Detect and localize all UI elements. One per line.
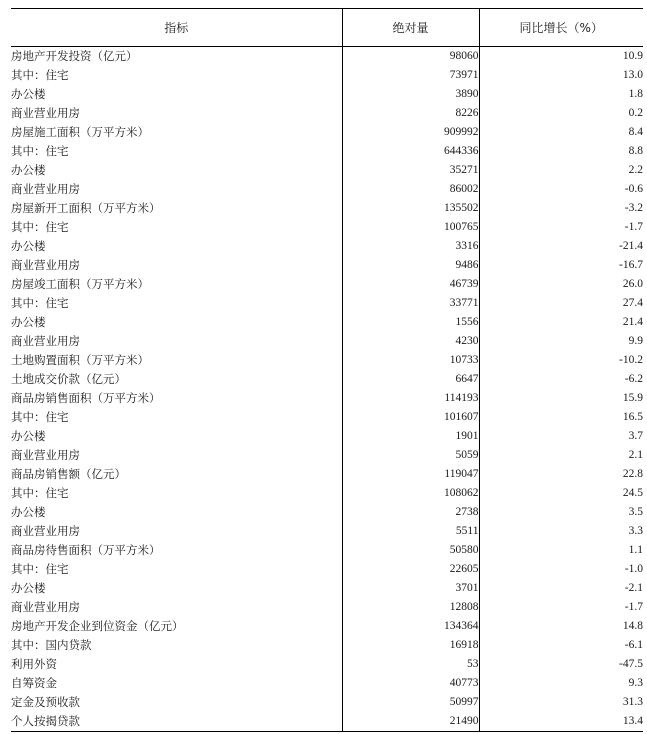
row-indicator-label: 办公楼 [11,505,46,519]
table-row [11,484,643,503]
row-indicator-label: 房屋竣工面积（万平方米） [11,277,149,291]
row-indicator-label: 办公楼 [11,239,46,253]
row-absolute-value: 5059 [342,446,479,465]
row-indicator-label: 商业营业用房 [11,182,80,196]
row-yoy-growth: -3.2 [479,199,643,218]
row-absolute-value: 21490 [342,712,479,732]
row-absolute-value: 10733 [342,351,479,370]
row-indicator-label: 商业营业用房 [11,334,80,348]
row-indicator-label: 其中：住宅 [11,486,69,500]
row-yoy-growth: -10.2 [479,351,643,370]
row-absolute-value: 3316 [342,237,479,256]
table-row [11,85,643,104]
row-absolute-value: 644336 [342,142,479,161]
row-yoy-growth: 13.4 [479,712,643,732]
row-absolute-value: 3890 [342,85,479,104]
row-absolute-value: 4230 [342,332,479,351]
row-absolute-value: 46739 [342,275,479,294]
row-yoy-growth: 10.9 [479,47,643,67]
row-indicator-label: 其中：国内贷款 [11,638,92,652]
row-indicator-label: 其中：住宅 [11,68,69,82]
table-row [11,560,643,579]
row-yoy-growth: 14.8 [479,617,643,636]
table-row [11,104,643,123]
table-row [11,294,643,313]
row-yoy-growth: -6.2 [479,370,643,389]
header-row [11,9,643,47]
row-absolute-value: 2738 [342,503,479,522]
row-indicator-label: 办公楼 [11,581,46,595]
row-indicator-label: 土地购置面积（万平方米） [11,353,149,367]
row-indicator-label: 房屋新开工面积（万平方米） [11,201,161,215]
row-indicator-label: 商业营业用房 [11,600,80,614]
table-row [11,256,643,275]
row-absolute-value: 35271 [342,161,479,180]
table-header [11,9,643,47]
row-absolute-value: 16918 [342,636,479,655]
row-yoy-growth: 26.0 [479,275,643,294]
row-yoy-growth: 9.3 [479,674,643,693]
row-yoy-growth: 13.0 [479,66,643,85]
row-indicator-label: 其中：住宅 [11,220,69,234]
row-absolute-value: 1556 [342,313,479,332]
row-yoy-growth: -6.1 [479,636,643,655]
row-indicator-label: 商业营业用房 [11,524,80,538]
row-absolute-value: 86002 [342,180,479,199]
row-indicator-label: 其中：住宅 [11,410,69,424]
row-indicator-label: 其中：住宅 [11,144,69,158]
row-yoy-growth: 21.4 [479,313,643,332]
table-row [11,66,643,85]
table-row [11,522,643,541]
row-absolute-value: 6647 [342,370,479,389]
row-indicator-label: 商品房销售面积（万平方米） [11,391,161,405]
row-yoy-growth: 2.2 [479,161,643,180]
row-yoy-growth: -0.6 [479,180,643,199]
row-yoy-growth: -16.7 [479,256,643,275]
row-yoy-growth: 2.1 [479,446,643,465]
row-indicator-label: 办公楼 [11,163,46,177]
table-row [11,655,643,674]
table-row [11,275,643,294]
header-yoy-growth: 同比增长（%） [479,9,643,47]
row-absolute-value: 909992 [342,123,479,142]
table-row [11,237,643,256]
row-absolute-value: 73971 [342,66,479,85]
row-indicator-label: 房屋施工面积（万平方米） [11,125,149,139]
row-yoy-growth: 15.9 [479,389,643,408]
row-yoy-growth: 9.9 [479,332,643,351]
row-indicator-label: 商品房销售额（亿元） [11,467,126,481]
header-absolute-value: 绝对量 [342,9,479,47]
table-row [11,693,643,712]
row-yoy-growth: 16.5 [479,408,643,427]
table-row [11,199,643,218]
table-row [11,541,643,560]
row-absolute-value: 40773 [342,674,479,693]
table-row [11,408,643,427]
row-indicator-label: 办公楼 [11,87,46,101]
row-indicator-label: 办公楼 [11,429,46,443]
row-yoy-growth: 1.1 [479,541,643,560]
row-absolute-value: 22605 [342,560,479,579]
header-indicator: 指标 [11,9,342,47]
row-yoy-growth: -21.4 [479,237,643,256]
row-indicator-label: 商品房待售面积（万平方米） [11,543,161,557]
table-row [11,446,643,465]
table-row [11,389,643,408]
row-yoy-growth: -1.0 [479,560,643,579]
table-row [11,636,643,655]
row-absolute-value: 5511 [342,522,479,541]
row-yoy-growth: -1.7 [479,598,643,617]
row-yoy-growth: 8.4 [479,123,643,142]
table-row [11,465,643,484]
row-indicator-label: 其中：住宅 [11,296,69,310]
table-row [11,123,643,142]
row-absolute-value: 98060 [342,47,479,67]
table-row [11,712,643,732]
row-indicator-label: 办公楼 [11,315,46,329]
row-yoy-growth: 8.8 [479,142,643,161]
row-indicator-label: 自筹资金 [11,676,57,690]
table-row [11,351,643,370]
row-absolute-value: 33771 [342,294,479,313]
row-absolute-value: 50580 [342,541,479,560]
row-absolute-value: 108062 [342,484,479,503]
table-row [11,598,643,617]
row-absolute-value: 9486 [342,256,479,275]
row-absolute-value: 50997 [342,693,479,712]
row-yoy-growth: 24.5 [479,484,643,503]
row-indicator-label: 定金及预收款 [11,695,80,709]
table-row [11,674,643,693]
row-yoy-growth: 3.5 [479,503,643,522]
table-row [11,427,643,446]
row-absolute-value: 114193 [342,389,479,408]
table-row [11,47,643,67]
table-row [11,218,643,237]
row-yoy-growth: 3.7 [479,427,643,446]
table-row [11,161,643,180]
row-indicator-label: 其中：住宅 [11,562,69,576]
table-row [11,617,643,636]
row-indicator-label: 土地成交价款（亿元） [11,372,126,386]
table-row [11,142,643,161]
row-indicator-label: 商业营业用房 [11,258,80,272]
row-yoy-growth: -2.1 [479,579,643,598]
row-indicator-label: 房地产开发企业到位资金（亿元） [11,619,184,633]
row-yoy-growth: -1.7 [479,218,643,237]
row-absolute-value: 3701 [342,579,479,598]
table-row [11,313,643,332]
row-yoy-growth: 0.2 [479,104,643,123]
row-absolute-value: 100765 [342,218,479,237]
row-indicator-label: 个人按揭贷款 [11,712,342,732]
row-absolute-value: 135502 [342,199,479,218]
row-absolute-value: 8226 [342,104,479,123]
row-yoy-growth: 1.8 [479,85,643,104]
row-absolute-value: 119047 [342,465,479,484]
row-yoy-growth: 22.8 [479,465,643,484]
table-row [11,579,643,598]
row-absolute-value: 101607 [342,408,479,427]
row-indicator-label: 商业营业用房 [11,106,80,120]
row-yoy-growth: 31.3 [479,693,643,712]
table-row [11,503,643,522]
table-row [11,180,643,199]
row-absolute-value: 134364 [342,617,479,636]
row-indicator-label: 房地产开发投资（亿元） [11,49,138,63]
row-absolute-value: 1901 [342,427,479,446]
row-absolute-value: 53 [342,655,479,674]
row-indicator-label: 利用外资 [11,657,57,671]
table-row [11,332,643,351]
row-yoy-growth: 3.3 [479,522,643,541]
table-row [11,370,643,389]
real-estate-statistics-table [11,8,643,732]
row-indicator-label: 商业营业用房 [11,448,80,462]
row-yoy-growth: -47.5 [479,655,643,674]
row-absolute-value: 12808 [342,598,479,617]
table-body [11,47,643,732]
row-yoy-growth: 27.4 [479,294,643,313]
